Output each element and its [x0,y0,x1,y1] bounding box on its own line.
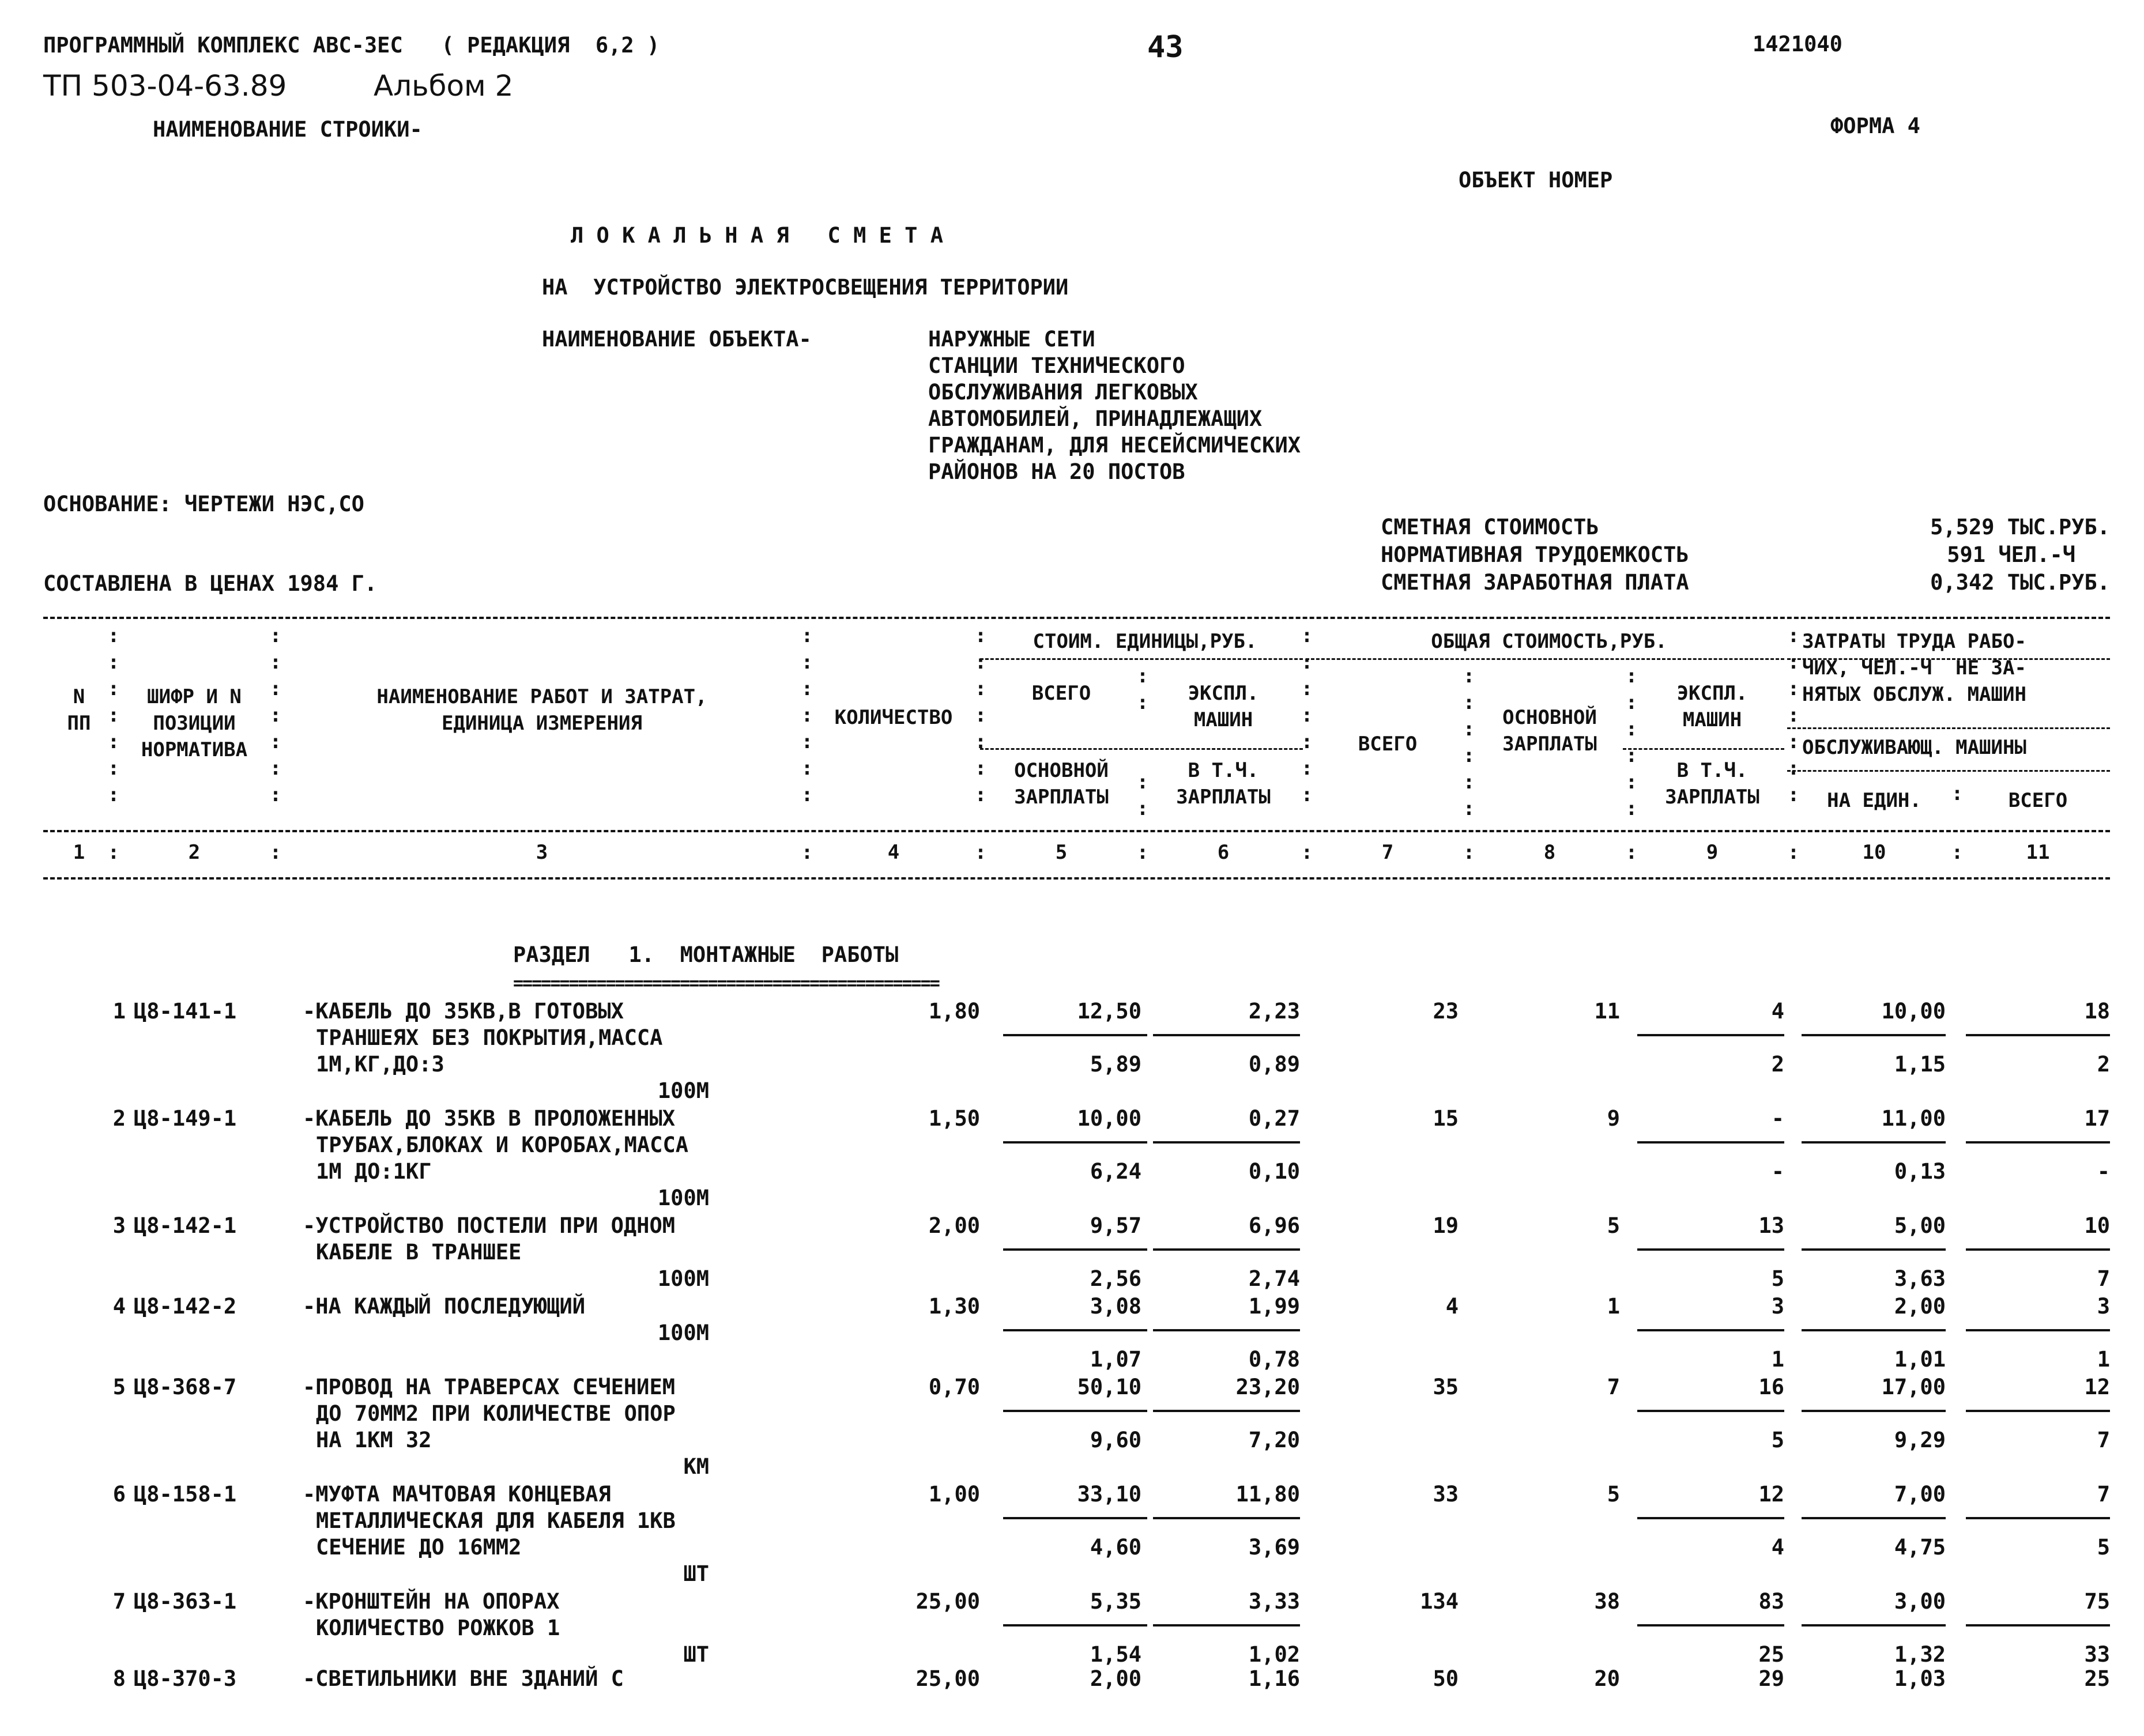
row-total: 19 [1433,1213,1459,1238]
row-name-line: -ПРОВОД НА ТРАВЕРСАХ СЕЧЕНИЕМ [303,1375,676,1399]
row-total: 15 [1433,1106,1459,1131]
column-number-separator: : [1136,841,1149,864]
section-underline: ============================================== [513,975,939,992]
row-unit-machines-salary: 0,78 [1248,1347,1300,1372]
row-labor-unit: 1,03 [1894,1666,1946,1691]
object-name-line: ОБСЛУЖИВАНИЯ ЛЕГКОВЫХ [928,380,1198,405]
summary-value-cost: 5,529 ТЫС.РУБ. [1930,515,2110,539]
row-labor-machines-total: 7 [2097,1266,2110,1291]
row-total-machines-salary: 4 [1771,1535,1784,1560]
row-unit-salary: 9,60 [1090,1428,1141,1452]
row-name-line: -НА КАЖДЫЙ ПОСЛЕДУЮЩИЙ [303,1294,586,1319]
column-number-separator: : [801,841,813,864]
column-number: 4 [887,841,900,864]
row-unit-machines: 1,99 [1248,1294,1300,1319]
row-total: 33 [1433,1482,1459,1507]
row-labor-machines-total: 5 [2097,1535,2110,1560]
row-labor-machines-unit: 1,32 [1894,1642,1946,1667]
row-code: Ц8-149-1 [134,1106,237,1131]
row-code: Ц8-158-1 [134,1482,237,1507]
row-total-salary: 11 [1594,999,1620,1024]
row-unit-total: 2,00 [1090,1666,1141,1691]
object-name-line: СТАНЦИИ ТЕХНИЧЕСКОГО [928,353,1185,378]
row-unit: ШТ [683,1561,709,1586]
row-total-salary: 1 [1607,1294,1620,1319]
column-number: 3 [536,841,548,864]
header-labor-unit: НА ЕДИН. [1827,789,1921,812]
sep-7: : : : : : : [1463,665,1475,820]
row-quantity: 1,30 [928,1294,980,1319]
row-total-salary: 7 [1607,1375,1620,1399]
total-machines-divider [1637,1141,1784,1144]
column-number-separator: : [107,841,120,864]
header-unit-salary: ОСНОВНОЙ ЗАРПЛАТЫ [1014,759,1109,809]
unit-cost-divider [1003,1410,1147,1412]
total-machines-divider [1637,1034,1784,1036]
row-unit-salary: 1,54 [1090,1642,1141,1667]
row-unit-machines-salary: 7,20 [1248,1428,1300,1452]
row-unit-total: 33,10 [1077,1482,1141,1507]
total-machines-divider [1637,1248,1784,1251]
header-code: ШИФР И N ПОЗИЦИИ НОРМАТИВА [141,685,248,761]
unit-cost-divider [1003,1329,1147,1331]
row-unit-salary: 1,07 [1090,1347,1141,1372]
row-unit: 100М [657,1320,709,1345]
row-unit-machines-salary: 0,89 [1248,1052,1300,1077]
row-unit-salary: 6,24 [1090,1159,1141,1184]
summary-value-salary: 0,342 ТЫС.РУБ. [1930,570,2110,595]
unit-cost-divider [1003,1517,1147,1519]
row-total: 134 [1420,1589,1459,1614]
row-total-machines: 4 [1771,999,1784,1024]
row-name-line: -МУФТА МАЧТОВАЯ КОНЦЕВАЯ [303,1482,611,1507]
column-number-separator: : [1787,841,1800,864]
object-number: ОБЪЕКТ НОМЕР [1459,168,1613,193]
total-machines-divider [1637,1517,1784,1519]
unit-cost-divider [1003,1624,1147,1626]
row-unit-machines: 1,16 [1248,1666,1300,1691]
row-unit-machines-salary: 1,02 [1248,1642,1300,1667]
sep-10: : [1951,782,1964,805]
labor-unit-divider [1802,1624,1946,1626]
section-title: РАЗДЕЛ 1. МОНТАЖНЫЕ РАБОТЫ [513,942,899,967]
object-name-line: АВТОМОБИЛЕЙ, ПРИНАДЛЕЖАЩИХ [928,406,1263,431]
unit-machines-divider [1153,1410,1300,1412]
row-labor-total: 75 [2084,1589,2110,1614]
column-number: 7 [1381,841,1394,864]
row-labor-machines-total: 33 [2084,1642,2110,1667]
labor-unit-divider [1802,1034,1946,1036]
total-machines-divider [1637,1329,1784,1331]
total-machines-divider [1637,1624,1784,1626]
object-name-line: НАРУЖНЫЕ СЕТИ [928,327,1095,352]
row-unit-machines: 6,96 [1248,1213,1300,1238]
row-labor-unit: 11,00 [1881,1106,1946,1131]
row-total: 35 [1433,1375,1459,1399]
row-total-machines: 13 [1758,1213,1784,1238]
total-cost-rule [1306,658,1784,660]
row-number: 8 [112,1666,126,1691]
row-unit-total: 9,57 [1090,1213,1141,1238]
column-number-separator: : [269,841,282,864]
header-total-machines: ЭКСПЛ. МАШИН [1676,682,1748,731]
column-number: 5 [1055,841,1068,864]
basis-text: ОСНОВАНИЕ: ЧЕРТЕЖИ НЭС,СО [43,492,364,516]
column-number-separator: : [1951,841,1964,864]
row-total-machines: 12 [1758,1482,1784,1507]
header-total-cost: ОБЩАЯ СТОИМОСТЬ,РУБ. [1431,630,1667,653]
labor-unit-divider [1802,1141,1946,1144]
summary-label-salary: СМЕТНАЯ ЗАРАБОТНАЯ ПЛАТА [1381,570,1689,595]
tp-number: ТП 503-04-63.89 [43,69,287,103]
header-labor-total: ВСЕГО [2008,789,2068,812]
row-labor-machines-unit: 1,15 [1894,1052,1946,1077]
header-unit-machines: ЭКСПЛ. МАШИН [1188,682,1259,731]
row-name-line: -СВЕТИЛЬНИКИ ВНЕ ЗДАНИЙ С [303,1666,624,1691]
row-unit-salary: 5,89 [1090,1052,1141,1077]
table-header-rule [43,830,2110,832]
header-labor: ЗАТРАТЫ ТРУДА РАБО- ЧИХ, ЧЕЛ.-Ч НЕ ЗА- НЯТЫХ ОБСЛУЖ. МАШИН [1802,630,2026,706]
row-total: 4 [1445,1294,1459,1319]
row-quantity: 1,80 [928,999,980,1024]
unit-machines-divider [1153,1248,1300,1251]
row-total-machines: 16 [1758,1375,1784,1399]
program-name: ПРОГРАММНЫЙ КОМПЛЕКС АВС-ЗЕС ( РЕДАКЦИЯ 6,2 ) [43,33,660,58]
row-labor-machines-unit: 3,63 [1894,1266,1946,1291]
unit-cost-divider [1003,1141,1147,1144]
row-quantity: 25,00 [915,1589,980,1614]
header-name: НАИМЕНОВАНИЕ РАБОТ И ЗАТРАТ, ЕДИНИЦА ИЗМЕРЕНИЯ [376,685,707,735]
row-total-machines-salary: 25 [1758,1642,1784,1667]
row-total-machines-salary: 5 [1771,1428,1784,1452]
row-labor-total: 3 [2097,1294,2110,1319]
column-number: 2 [188,841,201,864]
row-total-machines-salary: 2 [1771,1052,1784,1077]
header-unit-total: ВСЕГО [1031,682,1091,705]
row-name-line: КОЛИЧЕСТВО РОЖКОВ 1 [316,1616,560,1640]
column-number: 10 [1862,841,1886,864]
column-number: 11 [2026,841,2050,864]
object-label: НАИМЕНОВАНИЕ ОБЪЕКТА- [542,327,812,352]
row-labor-machines-unit: 4,75 [1894,1535,1946,1560]
header-total-machines-salary: В Т.Ч. ЗАРПЛАТЫ [1665,759,1759,809]
column-number: 9 [1706,841,1719,864]
row-name-line: КАБЕЛЕ В ТРАНШЕЕ [316,1240,522,1265]
doc-code: 1421040 [1753,32,1842,56]
row-total: 23 [1433,999,1459,1024]
row-number: 6 [112,1482,126,1507]
row-labor-total: 12 [2084,1375,2110,1399]
row-number: 4 [112,1294,126,1319]
summary-label-cost: СМЕТНАЯ СТОИМОСТЬ [1381,515,1599,539]
row-total-machines: 3 [1771,1294,1784,1319]
row-quantity: 2,00 [928,1213,980,1238]
row-total-machines-salary: 1 [1771,1347,1784,1372]
row-name-line: ТРАНШЕЯХ БЕЗ ПОКРЫТИЯ,МАССА [316,1025,663,1050]
prices-text: СОСТАВЛЕНА В ЦЕНАХ 1984 Г. [43,571,378,596]
header-quantity: КОЛИЧЕСТВО [834,706,953,729]
row-quantity: 25,00 [915,1666,980,1691]
row-total-machines: 29 [1758,1666,1784,1691]
total-mach-mid-rule [1623,748,1784,750]
row-labor-total: 17 [2084,1106,2110,1131]
object-name-line: РАЙОНОВ НА 20 ПОСТОВ [928,459,1185,484]
row-unit-total: 12,50 [1077,999,1141,1024]
sep-9: : : : : : : : [1787,624,1800,806]
column-number: 1 [73,841,85,864]
row-unit-total: 3,08 [1090,1294,1141,1319]
row-unit-total: 50,10 [1077,1375,1141,1399]
total-machines-divider [1637,1410,1784,1412]
row-total-machines-salary: - [1771,1159,1784,1184]
row-labor-machines-total: - [2097,1159,2110,1184]
header-unit-cost: СТОИМ. ЕДИНИЦЫ,РУБ. [1033,630,1257,653]
unit-machines-divider [1153,1624,1300,1626]
row-quantity: 0,70 [928,1375,980,1399]
labor-total-divider [1966,1329,2110,1331]
unit-machines-divider [1153,1141,1300,1144]
stroika-label: НАИМЕНОВАНИЕ СТРОИКИ- [153,117,423,142]
unit-machines-divider [1153,1034,1300,1036]
row-labor-unit: 7,00 [1894,1482,1946,1507]
row-number: 1 [112,999,126,1024]
labor-total-divider [1966,1034,2110,1036]
row-name-line: НА 1КМ 32 [316,1428,432,1452]
row-labor-unit: 2,00 [1894,1294,1946,1319]
row-unit-machines: 0,27 [1248,1106,1300,1131]
header-unit-machines-salary: В Т.Ч. ЗАРПЛАТЫ [1176,759,1271,809]
row-unit-salary: 2,56 [1090,1266,1141,1291]
row-quantity: 1,00 [928,1482,980,1507]
column-number-separator: : [1625,841,1638,864]
row-name-line: -УСТРОЙСТВО ПОСТЕЛИ ПРИ ОДНОМ [303,1213,676,1238]
row-name-line: ДО 70ММ2 ПРИ КОЛИЧЕСТВЕ ОПОР [316,1401,676,1426]
row-quantity: 1,50 [928,1106,980,1131]
row-unit-machines-salary: 2,74 [1248,1266,1300,1291]
column-number: 6 [1217,841,1230,864]
summary-value-labor: 591 ЧЕЛ.-Ч [1947,542,2075,567]
sep-2: : : : : : : : [269,624,282,806]
row-labor-machines-total: 2 [2097,1052,2110,1077]
form-number: ФОРМА 4 [1830,114,1920,138]
sep-5: : : : : [1136,665,1149,820]
row-labor-unit: 10,00 [1881,999,1946,1024]
sep-1: : : : : : : : [107,624,120,806]
album-label: Альбом 2 [374,69,514,103]
header-n: N ПП [67,685,91,735]
row-code: Ц8-141-1 [134,999,237,1024]
row-labor-machines-unit: 9,29 [1894,1428,1946,1452]
unit-cost-divider [1003,1034,1147,1036]
row-unit: 100М [657,1266,709,1291]
row-code: Ц8-363-1 [134,1589,237,1614]
row-code: Ц8-370-3 [134,1666,237,1691]
row-name-line: -КРОНШТЕЙН НА ОПОРАХ [303,1589,560,1614]
row-number: 2 [112,1106,126,1131]
row-unit-machines-salary: 0,10 [1248,1159,1300,1184]
header-labor-machines: ОБСЛУЖИВАЮЩ. МАШИНЫ [1802,736,2026,759]
row-unit-machines-salary: 3,69 [1248,1535,1300,1560]
row-name-line: 1М,КГ,ДО:3 [316,1052,444,1077]
labor-total-divider [1966,1517,2110,1519]
document-subtitle: НА УСТРОЙСТВО ЭЛЕКТРОСВЕЩЕНИЯ ТЕРРИТОРИИ [542,275,1069,300]
row-code: Ц8-368-7 [134,1375,237,1399]
labor-total-divider [1966,1410,2110,1412]
row-labor-machines-total: 7 [2097,1428,2110,1452]
row-name-line: -КАБЕЛЬ ДО 35КВ В ПРОЛОЖЕННЫХ [303,1106,676,1131]
row-labor-machines-total: 1 [2097,1347,2110,1372]
document-title: Л О К А Л Ь Н А Я С М Е Т А [571,223,944,248]
row-labor-unit: 5,00 [1894,1213,1946,1238]
row-total-salary: 20 [1594,1666,1620,1691]
row-total-machines: 83 [1758,1589,1784,1614]
row-unit: 100М [657,1186,709,1210]
page-number: 43 [1147,30,1184,65]
row-name-line: СЕЧЕНИЕ ДО 16ММ2 [316,1535,522,1560]
row-name-line: -КАБЕЛЬ ДО 35КВ,В ГОТОВЫХ [303,999,624,1024]
sep-6: : : : : : : : [1301,624,1313,806]
row-unit-machines: 23,20 [1235,1375,1300,1399]
column-number: 8 [1543,841,1556,864]
row-unit: ШТ [683,1642,709,1667]
labor-mid-rule [1787,727,2110,729]
row-unit-salary: 4,60 [1090,1535,1141,1560]
row-labor-total: 18 [2084,999,2110,1024]
row-name-line: 1М ДО:1КГ [316,1159,432,1184]
summary-label-labor: НОРМАТИВНАЯ ТРУДОЕМКОСТЬ [1381,542,1689,567]
row-unit-machines: 11,80 [1235,1482,1300,1507]
labor-unit-divider [1802,1248,1946,1251]
row-total-machines: - [1771,1106,1784,1131]
table-top-rule [43,617,2110,619]
row-name-line: МЕТАЛЛИЧЕСКАЯ ДЛЯ КАБЕЛЯ 1КВ [316,1508,676,1533]
unit-cost-rule [980,658,1303,660]
row-unit-total: 5,35 [1090,1589,1141,1614]
row-unit-total: 10,00 [1077,1106,1141,1131]
sep-4: : : : : : : : [974,624,987,806]
labor-unit-divider [1802,1517,1946,1519]
object-name-line: ГРАЖДАНАМ, ДЛЯ НЕСЕЙСМИЧЕСКИХ [928,433,1301,458]
sep-8: : : : : : : [1625,665,1638,820]
row-unit-machines: 3,33 [1248,1589,1300,1614]
row-total-salary: 5 [1607,1213,1620,1238]
labor-total-divider [1966,1624,2110,1626]
row-unit: 100М [657,1078,709,1103]
header-total-salary: ОСНОВНОЙ ЗАРПЛАТЫ [1502,706,1597,756]
row-code: Ц8-142-2 [134,1294,237,1319]
unit-machines-divider [1153,1517,1300,1519]
row-unit-machines: 2,23 [1248,999,1300,1024]
row-number: 3 [112,1213,126,1238]
row-name-line: ТРУБАХ,БЛОКАХ И КОРОБАХ,МАССА [316,1133,689,1157]
row-labor-total: 10 [2084,1213,2110,1238]
sep-3: : : : : : : : [801,624,813,806]
header-total-all: ВСЕГО [1358,733,1418,756]
table-numbers-rule [43,877,2110,880]
labor-mid-rule-2 [1787,770,2110,772]
labor-total-divider [1966,1248,2110,1251]
row-total-salary: 9 [1607,1106,1620,1131]
row-total-salary: 5 [1607,1482,1620,1507]
row-labor-machines-unit: 1,01 [1894,1347,1946,1372]
column-number-separator: : [974,841,987,864]
column-number-separator: : [1463,841,1475,864]
labor-unit-divider [1802,1329,1946,1331]
row-labor-unit: 3,00 [1894,1589,1946,1614]
column-number-separator: : [1301,841,1313,864]
row-total-salary: 38 [1594,1589,1620,1614]
row-labor-total: 25 [2084,1666,2110,1691]
row-number: 7 [112,1589,126,1614]
unit-cost-divider [1003,1248,1147,1251]
row-labor-machines-unit: 0,13 [1894,1159,1946,1184]
row-unit: КМ [683,1454,709,1479]
labor-total-divider [1966,1141,2110,1144]
row-code: Ц8-142-1 [134,1213,237,1238]
unit-machines-divider [1153,1329,1300,1331]
row-labor-unit: 17,00 [1881,1375,1946,1399]
row-number: 5 [112,1375,126,1399]
row-labor-total: 7 [2097,1482,2110,1507]
labor-unit-divider [1802,1410,1946,1412]
row-total: 50 [1433,1666,1459,1691]
row-total-machines-salary: 5 [1771,1266,1784,1291]
